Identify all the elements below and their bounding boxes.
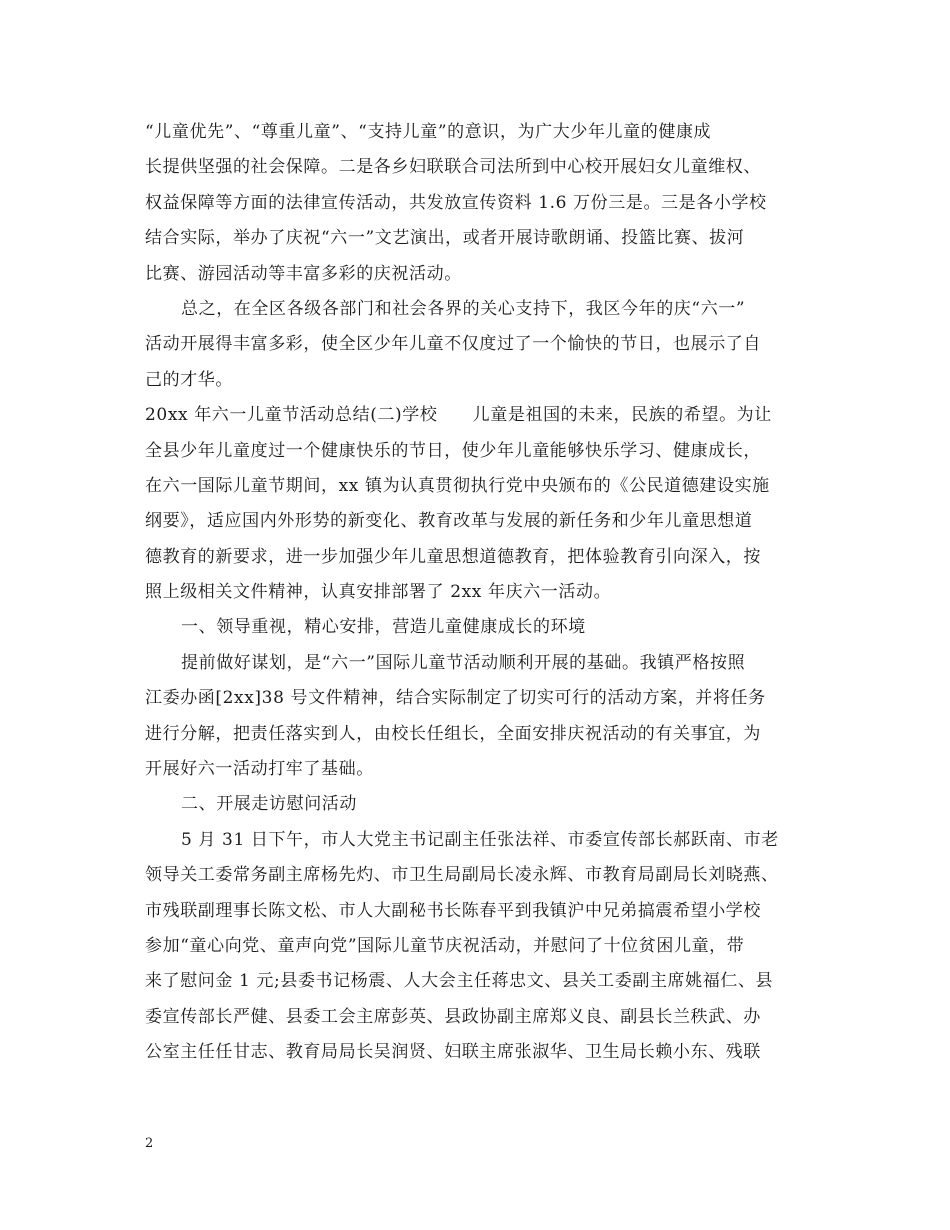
text-line: 活动开展得丰富多彩，使全区少年儿童不仅度过了一个愉快的节日，也展示了自	[145, 334, 761, 355]
text-line: 领导关工委常务副主席杨先灼、市卫生局副局长凌永辉、市教育局副局长刘晓燕、	[145, 865, 779, 886]
text-line: “儿童优先”、“尊重儿童”、“支持儿童”的意识，为广大少年儿童的健康成	[145, 122, 712, 142]
text-line: 公室主任任甘志、教育局局长吴润贤、妇联主席张淑华、卫生局长赖小东、残联	[145, 1042, 761, 1063]
text-line: 二、开展走访慰问活动	[181, 794, 357, 815]
text-line: 全县少年儿童度过一个健康快乐的节日，使少年儿童能够快乐学习、健康成长，	[145, 440, 761, 461]
text-line: 德教育的新要求，进一步加强少年儿童思想道德教育，把体验教育引向深入，按	[145, 546, 761, 567]
text-line: 己的才华。	[145, 369, 233, 390]
page-number: 2	[145, 1136, 154, 1151]
text-line: 开展好六一活动打牢了基础。	[145, 759, 374, 780]
text-line: 提前做好谋划，是“六一”国际儿童节活动顺利开展的基础。我镇严格按照	[181, 652, 746, 673]
text-line: 权益保障等方面的法律宣传活动，共发放宣传资料 1.6 万份三是。三是各小学校	[145, 192, 767, 213]
text-line: 在六一国际儿童节期间，xx 镇为认真贯彻执行党中央颁布的《公民道德建设实施	[145, 475, 770, 496]
text-line: 比赛、游园活动等丰富多彩的庆祝活动。	[145, 263, 462, 284]
text-line: 参加“童心向党、童声向党”国际儿童节庆祝活动，并慰问了十位贫困儿童，带	[145, 935, 745, 956]
text-line: 进行分解，把责任落实到人，由校长任组长，全面安排庆祝活动的有关事宜，为	[145, 723, 761, 744]
text-line: 总之，在全区各级各部门和社会各界的关心支持下，我区今年的庆“六一”	[181, 298, 746, 319]
text-line: 纲要》，适应国内外形势的新变化、教育改革与发展的新任务和少年儿童思想道	[145, 511, 753, 532]
text-line: 江委办函[2xx]38 号文件精神，结合实际制定了切实可行的活动方案，并将任务	[145, 688, 766, 709]
text-line: 一、领导重视，精心安排，营造儿童健康成长的环境	[181, 617, 586, 638]
text-line: 长提供坚强的社会保障。二是各乡妇联联合司法所到中心校开展妇女儿童维权、	[145, 157, 761, 178]
document-body	[145, 115, 815, 1071]
text-line: 照上级相关文件精神，认真安排部署了 2xx 年庆六一活动。	[145, 582, 612, 603]
text-line: 市残联副理事长陈文松、市人大副秘书长陈春平到我镇沪中兄弟搞震希望小学校	[145, 900, 761, 921]
text-line: 结合实际，举办了庆祝“六一”文艺演出，或者开展诗歌朗诵、投篮比赛、拔河	[145, 228, 745, 249]
text-line: 5 月 31 日下午，市人大党主书记副主任张法祥、市委宣传部长郝跃南、市老	[181, 829, 779, 850]
text-line: 来了慰问金 1 元;县委书记杨震、人大会主任蒋忠文、县关工委副主席姚福仁、县	[145, 971, 774, 992]
text-line: 20xx 年六一儿童节活动总结(二)学校 儿童是祖国的未来，民族的希望。为让	[145, 405, 772, 426]
text-line: 委宣传部长严健、县委工会主席彭英、县政协副主席郑义良、副县长兰秩武、办	[145, 1006, 761, 1027]
